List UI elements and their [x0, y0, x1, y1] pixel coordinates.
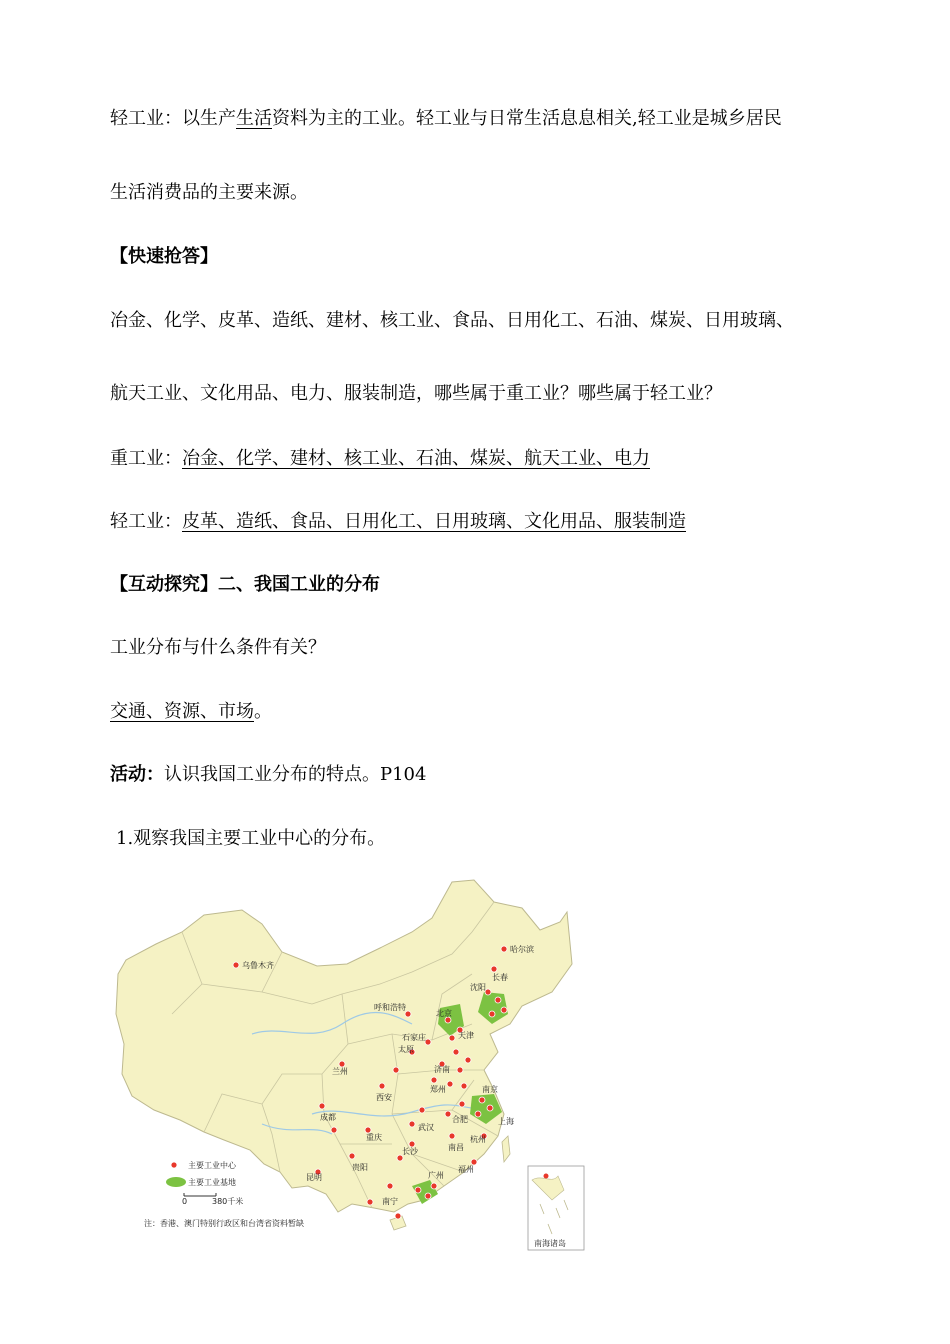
city-label: 武汉	[418, 1123, 434, 1132]
city-label: 福州	[458, 1165, 474, 1174]
city-label: 合肥	[452, 1115, 468, 1124]
heavy-industry-answer: 重工业：冶金、化学、建材、核工业、石油、煤炭、航天工业、电力	[110, 448, 650, 469]
city-label: 南宁	[382, 1197, 398, 1206]
city-label: 南京	[482, 1085, 498, 1094]
scale-zero: 0	[182, 1197, 188, 1206]
quick-question-line2: 航天工业、文化用品、电力、服装制造，哪些属于重工业？哪些属于轻工业？	[110, 383, 722, 404]
light-industry-definition-cont: 生活消费品的主要来源。	[110, 182, 308, 203]
city-label: 呼和浩特	[374, 1003, 406, 1012]
city-label: 天津	[458, 1031, 474, 1040]
map-note: 注：香港、澳门特别行政区和台湾省资料暂缺	[144, 1219, 304, 1228]
city-label: 北京	[436, 1009, 452, 1018]
industry-distribution-map	[112, 874, 586, 1254]
city-label: 长春	[492, 973, 508, 982]
quick-answer-heading: 【快速抢答】	[110, 246, 218, 267]
south-china-sea-inset	[528, 1166, 584, 1250]
city-label: 兰州	[332, 1067, 348, 1076]
quick-question-line1: 冶金、化学、皮革、造纸、建材、核工业、食品、日用化工、石油、煤炭、日用玻璃、	[110, 310, 794, 331]
light-industry-answer: 轻工业：皮革、造纸、食品、日用化工、日用玻璃、文化用品、服装制造	[110, 511, 686, 532]
taiwan	[502, 1136, 510, 1162]
city-label: 济南	[434, 1065, 450, 1074]
city-label: 昆明	[306, 1173, 322, 1182]
china-land	[116, 880, 572, 1212]
city-label: 哈尔滨	[510, 945, 534, 954]
light-industry-definition: 轻工业：以生产生活资料为主的工业。轻工业与日常生活息息相关,轻工业是城乡居民	[110, 108, 782, 129]
legend-center-label: 主要工业中心	[188, 1161, 236, 1170]
city-label: 南昌	[448, 1143, 464, 1152]
city-label: 乌鲁木齐	[242, 961, 274, 970]
city-label: 长沙	[402, 1147, 418, 1156]
city-label: 太原	[398, 1045, 414, 1054]
activity-line: 活动：认识我国工业分布的特点。P104	[110, 764, 427, 785]
city-label: 郑州	[430, 1085, 446, 1094]
city-label: 重庆	[366, 1133, 382, 1142]
legend-base-label: 主要工业基地	[188, 1178, 236, 1187]
explore-question: 工业分布与什么条件有关？	[110, 637, 326, 658]
city-label: 成都	[320, 1113, 336, 1122]
city-label: 贵阳	[352, 1163, 368, 1172]
city-label: 石家庄	[402, 1033, 426, 1042]
city-label: 杭州	[470, 1135, 486, 1144]
inset-label: 南海诸岛	[534, 1239, 566, 1248]
explore-heading: 【互动探究】二、我国工业的分布	[110, 574, 380, 595]
city-label: 广州	[428, 1171, 444, 1180]
city-label: 西安	[376, 1093, 392, 1102]
city-label: 上海	[498, 1117, 514, 1126]
city-label: 沈阳	[470, 983, 486, 992]
explore-answer: 交通、资源、市场。	[110, 701, 272, 722]
scale-value: 380千米	[212, 1197, 244, 1206]
observe-item: 1.观察我国主要工业中心的分布。	[116, 828, 386, 849]
